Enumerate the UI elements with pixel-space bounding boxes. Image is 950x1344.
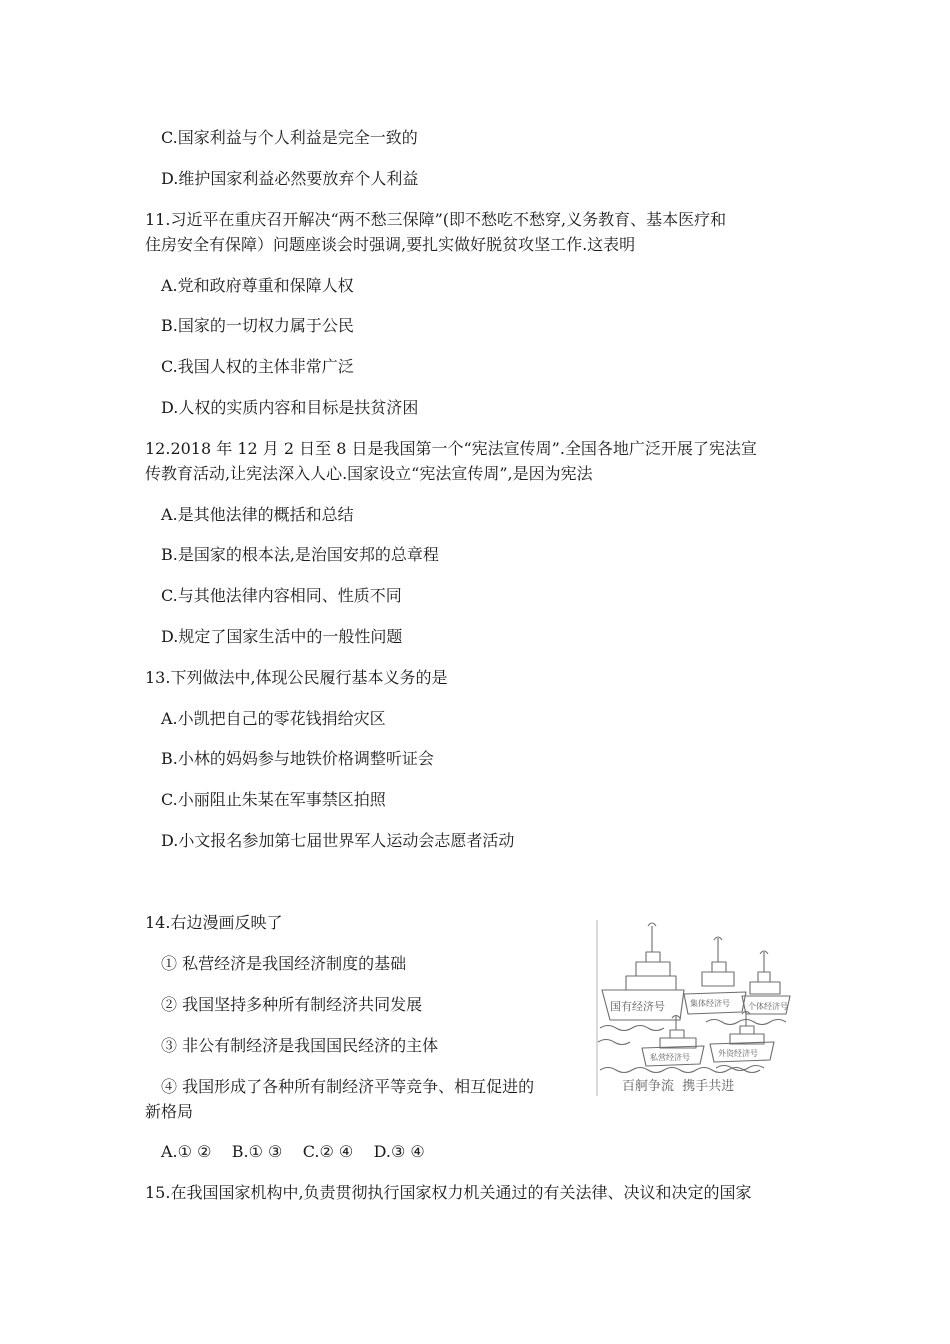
q10-option-d: D.维护国家利益必然要放弃个人利益 xyxy=(161,169,419,188)
ship-label-individual: 个体经济号 xyxy=(748,1002,788,1011)
q14-statement-4-line2: 新格局 xyxy=(145,1102,194,1121)
q12-option-d: D.规定了国家生活中的一般性问题 xyxy=(161,627,403,646)
q11-option-a: A.党和政府尊重和保障人权 xyxy=(161,276,354,295)
q12-stem-line2: 传教育活动,让宪法深入人心.国家设立“宪法宣传周”,是因为宪法 xyxy=(145,464,593,483)
q11-stem-line2: 住房安全有保障）问题座谈会时强调,要扎实做好脱贫攻坚工作.这表明 xyxy=(145,235,636,254)
q13-option-c: C.小丽阻止朱某在军事禁区拍照 xyxy=(161,790,386,809)
ship-label-foreign: 外资经济号 xyxy=(718,1049,758,1058)
q12-stem-line1: 12.2018 年 12 月 2 日至 8 日是我国第一个“宪法宣传周”.全国各地广泛开展了宪法宣 xyxy=(145,439,757,458)
q14-stem: 14.右边漫画反映了 xyxy=(145,913,283,932)
q12-option-c: C.与其他法律内容相同、性质不同 xyxy=(161,586,402,605)
q13-stem: 13.下列做法中,体现公民履行基本义务的是 xyxy=(145,668,448,687)
q12-option-b: B.是国家的根本法,是治国安邦的总章程 xyxy=(161,545,439,564)
q13-option-d: D.小文报名参加第七届世界军人运动会志愿者活动 xyxy=(161,831,515,850)
q14-statement-4-line1: ④ 我国形成了各种所有制经济平等竞争、相互促进的 xyxy=(161,1077,535,1096)
cartoon-caption: 百舸争流 携手共进 xyxy=(622,1079,735,1094)
ship-label-state: 国有经济号 xyxy=(610,1000,665,1013)
q11-option-c: C.我国人权的主体非常广泛 xyxy=(161,357,354,376)
q10-option-c: C.国家利益与个人利益是完全一致的 xyxy=(161,128,418,147)
q14-answer-choices: A.① ② B.① ③ C.② ④ D.③ ④ xyxy=(161,1142,425,1161)
ship-label-collective: 集体经济号 xyxy=(690,999,730,1008)
q14-statement-1: ① 私营经济是我国经济制度的基础 xyxy=(161,954,407,973)
q11-stem-line1: 11.习近平在重庆召开解决“两不愁三保障”(即不愁吃不愁穿,义务教育、基本医疗和 xyxy=(145,210,727,229)
q11-option-d: D.人权的实质内容和目标是扶贫济困 xyxy=(161,398,419,417)
ship-label-private: 私营经济号 xyxy=(650,1053,690,1062)
q14-cartoon xyxy=(596,918,792,1098)
q13-option-b: B.小林的妈妈参与地铁价格调整听证会 xyxy=(161,749,434,768)
q14-statement-3: ③ 非公有制经济是我国国民经济的主体 xyxy=(161,1036,439,1055)
q12-option-a: A.是其他法律的概括和总结 xyxy=(161,505,354,524)
q14-statement-2: ② 我国坚持多种所有制经济共同发展 xyxy=(161,995,423,1014)
q11-option-b: B.国家的一切权力属于公民 xyxy=(161,316,354,335)
q15-stem: 15.在我国国家机构中,负责贯彻执行国家权力机关通过的有关法律、决议和决定的国家 xyxy=(145,1183,752,1202)
q13-option-a: A.小凯把自己的零花钱捐给灾区 xyxy=(161,709,386,728)
